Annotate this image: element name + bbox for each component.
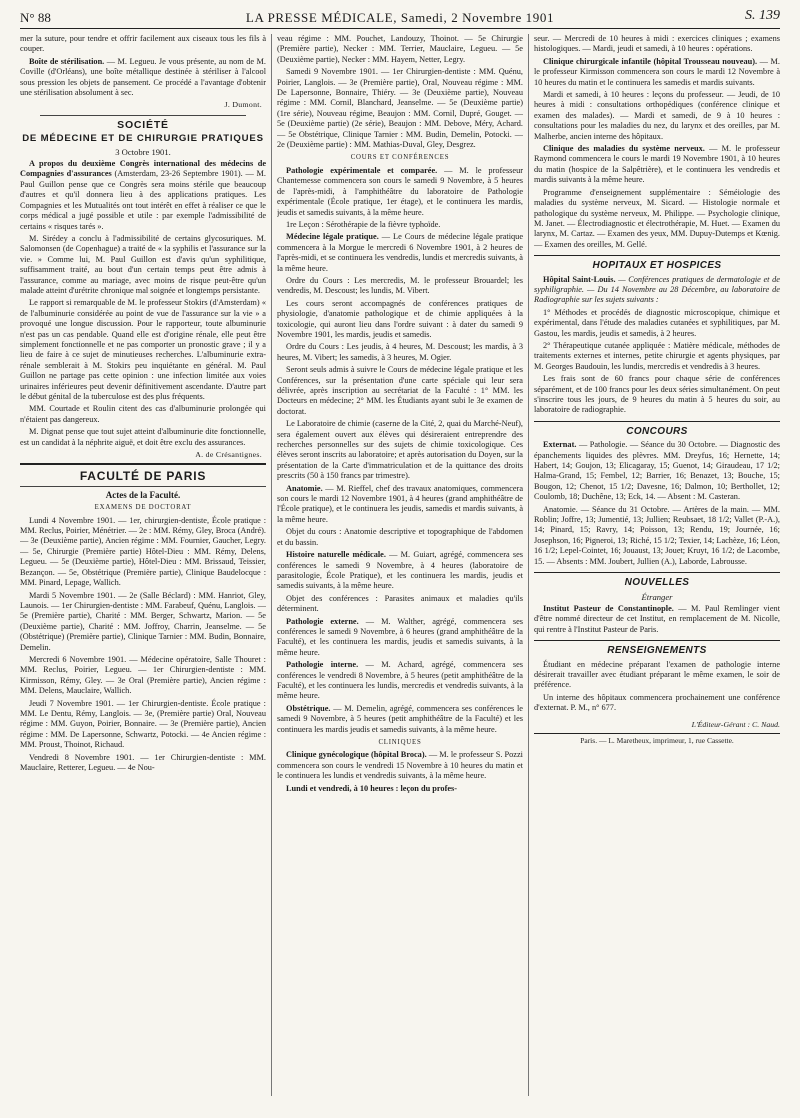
column-rule <box>528 34 529 1096</box>
section-title: CONCOURS <box>626 425 688 437</box>
column-1 <box>20 34 266 1096</box>
paragraph: M. Sirédey a conclu à l'admissibilité de certains glycosuriques. M. Salomonsen (de Copenhague) a traité de « la syphilis et l'assurance sur la vie. » Comme lui, M. Paul Guillon est d'avis qu'un syphilitique, suffisamment traité, au bout d'un certain temps peut être admis à l'assurance, comme au mariage, avec moins de risque peut-être qu'un malade atteint d'urétrite chronique mal soignée et longtemps persistante. <box>20 233 266 295</box>
paragraph: Jeudi 7 Novembre 1901. — 1er Chirurgien-dentiste. École pratique : MM. Le Dentu, Rémy, Langlois. — 3e, (Première partie) Oral, Nouveau régime : MM. Guyon, Poirier, Bonnaire. — 3e (Première partie), Ancien régime : MM. De Lapersonne, Schwartz, Potocki. — 4e Ancien régime : MM. Proust, Thoinot, Richaud. <box>20 698 266 750</box>
paragraph: A propos du deuxième Congrès international des médecins de Compagnies d'assurances (Amsterdam, 23-26 Septembre 1901). — M. Paul Guillon pense que ce Congrès sera moins stérile que beaucoup d'autres et qu'il donnera lieu à des applications pratiques. Les Compagnies et les Mutualités ont tout intérêt en effet à réaliser ce que le corps médical a jugé possible et utile : par exemple l'admissibilité de certains « risques tarés ». <box>20 159 266 231</box>
paragraph: mer la suture, pour tendre et offrir facilement aux ciseaux tous les fils à couper. <box>20 34 266 54</box>
paragraph: M. Dignat pense que tout sujet atteint d'albuminurie dite fonctionnelle, est un candidat à la néphrite aiguë, et doit être exclu des assurances. <box>20 427 266 447</box>
paragraph: Ordre du Cours : Les mercredis, M. le professeur Brouardel; les vendredis, M. Descoust; les lundis, M. Vibert. <box>277 275 523 296</box>
section-subtitle: Actes de la Faculté. <box>105 489 181 500</box>
section-title: DE MÉDECINE ET DE CHIRURGIE PRATIQUES <box>22 133 264 145</box>
divider <box>40 115 246 116</box>
paragraph: 1° Méthodes et procédés de diagnostic microscopique, chimique et expérimental, dans l'étude des maladies cutanées et syphilitiques, par M. Gastou, les mardis, jeudis et samedis, à 2 heures. <box>534 307 780 338</box>
divider <box>534 640 780 641</box>
paragraph: Ordre du Cours : Les jeudis, à 4 heures, M. Descoust; les mardis, à 3 heures, M. Vibert; les samedis, à 3 heures, M. Ogier. <box>277 342 523 362</box>
paragraph: Médecine légale pratique. — Le Cours de médecine légale pratique commencera à la Morgue le mercredi 6 Novembre 1901, à 2 heures de l'après-midi, et se continuera les vendredis, lundis et mercredis suivants, à la même heure. <box>277 232 523 273</box>
paragraph: Mardi 5 Novembre 1901. — 2e (Salle Béclard) : MM. Hanriot, Gley, Launois. — 1er Chirurgien-dentiste : MM. Farabeuf, Quénu, Langlois. — 5e (Première partie), Charité : MM. Berger, Schwartz, Marion. — 5e (Deuxième partie), Charité : MM. Joffroy, Charrin, Jeanselme. — 5e (Obstétrique) (Première partie), Clinique Tarnier : MM. Budin, Bonnaire, Demelin. <box>20 590 266 652</box>
section-title: HOPITAUX ET HOSPICES <box>592 260 722 272</box>
paragraph: Les cours seront accompagnés de conférences pratiques de physiologie, d'anatomie pathologique et de chimie appliquées à la toxicologie, qui auront lieu dans l'ordre suivant : à dater du samedi 9 Novembre 1901, les mardis, jeudis et samedis. <box>277 298 523 339</box>
printer-line: Paris. — L. Maretheux, imprimeur, 1, rue Cassette. <box>534 733 780 746</box>
paragraph: Clinique des maladies du système nerveux. — M. le professeur Raymond commencera le cours le mardi 19 Novembre 1901, à 10 heures du matin (hospice de la Salpêtrière), et le continuera les vendredis et mardis suivants à la même heure. <box>534 144 780 185</box>
divider <box>534 572 780 573</box>
paragraph-heading: Boîte de stérilisation. <box>29 56 105 66</box>
section-subtitle: Étranger <box>641 591 673 602</box>
section-subtitle: CLINIQUES <box>378 739 422 746</box>
section-title: SOCIÉTÉ <box>117 118 169 131</box>
paragraph: 2° Thérapeutique cutanée appliquée : Matière médicale, méthodes de traitements externes et internes, petite chirurgie et agents physiques, par M. Georges Baudouin, les lundis, mercredis et vendredis à 3 heures. <box>534 340 780 371</box>
paragraph: Le Laboratoire de chimie (caserne de la Cité, 2, quai du Marché-Neuf), sera également ouvert aux élèves qui désireraient entreprendre des recherches personnelles sur des sujets de chimie toxicologique. Ces élèves seront inscrits au laboratoire; et après autorisation du Doyen, sur la présentation de la Carte d'immatriculation et de la quittance des droits prescrits (50 à 150 francs par trimestre). <box>277 419 523 481</box>
section-title: NOUVELLES <box>624 577 690 589</box>
section-title: FACULTÉ DE PARIS <box>79 469 207 484</box>
paragraph: Samedi 9 Novembre 1901. — 1er Chirurgien-dentiste : MM. Quénu, Poirier, Langlois. — 3e (Première partie), Oral, Nouveau régime : MM. De Lapersonne, Bonnaire, Thiéry. — 3e (Deuxième partie), Nouveau régime : MM. Cornil, Blanchard, Jeanselme. — 5e (Deuxième partie) (1re série), Nouveau régime, Beaujon : MM. Cornil, Dupré, Gouget. — 5e (Deuxième partie) (2e série), Beaujon : MM. Debove, Méry, Achard. — 5e Obstétrique, Clinique Tarnier : MM. Budin, Demelin, Potocki. — 2e (Deuxième partie) : MM. Mathias-Duval, Gley, Desgrez. <box>277 67 523 150</box>
page-code: S. 139 <box>745 8 780 23</box>
paragraph: Clinique gynécologique (hôpital Broca). — M. le professeur S. Pozzi commencera son cours le vendredi 15 Novembre à 10 heures du matin et le continuera les lundis et vendredis suivants, à la même heure. <box>277 750 523 781</box>
paragraph: Pathologie externe. — M. Walther, agrégé, commencera ses conférences le samedi 9 Novembre, à 6 heures (grand amphithéâtre de la Faculté), et les continuera les mardis, jeudis et samedis suivants, à la même heure. <box>277 616 523 657</box>
paragraph: Pathologie expérimentale et comparée. — M. le professeur Chantemesse commencera son cours le samedi 9 Novembre, à 5 heures de l'après-midi, à l'amphithéâtre du laboratoire de Pathologie expérimentale (École pratique, 1er étage), et le continuera les mardis, jeudis et samedis suivants, à la même heure. <box>277 165 523 217</box>
paragraph: Objet des conférences : Parasites animaux et maladies qu'ils déterminent. <box>277 593 523 614</box>
paragraph: Les frais sont de 60 francs pour chaque série de conférences séparément, et de 100 francs pour les deux séries simultanément. On peut s'inscrire tous les jours, de 9 heures du matin à 5 heures du soir, au laboratoire de radiographie. <box>534 374 780 415</box>
issue-number: N° 88 <box>20 10 51 25</box>
paragraph: Le rapport si remarquable de M. le professeur Stokirs (d'Amsterdam) « de l'albuminurie considérée au point de vue de l'assurance sur la vie » a provoqué une longue discussion. Pour le rapporteur, toute albuminurie n'est pas un cas pendable. Quand elle est d'origine rénale, elle peut être simplement fonctionnelle et ne pas comporter un pronostic grave ; il y a lieu de faire à ce sujet de minutieuses recherches. L'albuminurie extra-rénale semblerait à M. Stokirs peu inquiétante en général. M. Paul Guillon ne partage pas cette opinion : une infection limitée aux voies urinaires inférieures peut devenir définitivement ascendante. D'autre part le début génital de la tuberculose est des plus fréquents. <box>20 298 266 401</box>
paragraph: Clinique chirurgicale infantile (hôpital Trousseau nouveau). — M. le professeur Kirmisson commencera son cours le mardi 12 Novembre à 10 heures du matin et le continuera les samedis et mardis suivants. <box>534 56 780 87</box>
newspaper-title: LA PRESSE MÉDICALE, Samedi, 2 Novembre 1901 <box>245 10 555 25</box>
paragraph: Pathologie interne. — M. Achard, agrégé, commencera ses conférences le vendredi 8 Novembre, à 5 heures (petit amphithéâtre de la Faculté), et les continuera les lundis, mercredis et vendredis suivants, à la même heure. <box>277 660 523 701</box>
paragraph: Histoire naturelle médicale. — M. Guiart, agrégé, commencera ses conférences le samedi 9 Novembre, à 4 heures (laboratoire de parasitologie, École Pratique), et les continuera les mardis, jeudis et samedis suivants, à la même heure. <box>277 550 523 591</box>
paragraph: Mardi et samedi, à 10 heures : leçons du professeur. — Jeudi, de 10 heures à midi : consultations orthopédiques (conférence clinique et examen des malades). — Mardi et samedi, de 9 à 10 heures : consultations pour les maladies du nez, du larynx et des oreilles, par M. Malherbe, ancien interne des hôpitaux. <box>534 90 780 141</box>
masthead <box>20 8 780 29</box>
paragraph: Institut Pasteur de Constantinople. — M. Paul Remlinger vient d'être nommé directeur de cet Institut, en remplacement de M. Nicolle, qui rentre à l'Institut Pasteur de Paris. <box>534 603 780 634</box>
paragraph: MM. Courtade et Roulin citent des cas d'albuminurie prolongée qui n'étaient pas dangereux. <box>20 404 266 424</box>
section-subtitle: COURS ET CONFÉRENCES <box>350 154 450 162</box>
paragraph: Vendredi 8 Novembre 1901. — 1er Chirurgien-dentiste : MM. Mauclaire, Retterer, Legueu. — 4e Nou- <box>20 752 266 772</box>
paragraph: Obstétrique. — M. Demelin, agrégé, commencera ses conférences le samedi 9 Novembre, à 5 heures (petit amphithéâtre de la Faculté) et les continuera les mardis jeudis et samedis suivants, à la même heure. <box>277 703 523 734</box>
paragraph: Objet du cours : Anatomie descriptive et topographique de l'abdomen et du bassin. <box>277 527 523 547</box>
paragraph: Lundi et vendredi, à 10 heures : leçon du profes- <box>286 783 458 793</box>
paragraph: Boîte de stérilisation. — M. Legueu. Je vous présente, au nom de M. Coville (d'Orléans), une boîte métallique destinée à stériliser à l'alcool sous pression les objets de pansement. Ce procédé a l'avantage d'obtenir une stérilisation absolument à sec. <box>20 56 266 98</box>
paragraph: veau régime : MM. Pouchet, Landouzy, Thoinot. — 5e Chirurgie (Première partie), Necker : MM. Terrier, Mauclaire, Legueu. — 5e (Deuxième partie), Necker : MM. Hayem, Netter, Legry. <box>277 34 523 64</box>
column-2 <box>277 34 523 1096</box>
column-rule <box>271 34 272 1096</box>
section-date: 3 Octobre 1901. <box>115 146 171 157</box>
column-3 <box>534 34 780 1096</box>
columns <box>20 34 780 1096</box>
section-title: RENSEIGNEMENTS <box>607 645 707 657</box>
faculty-header <box>20 463 266 486</box>
paragraph: Hôpital Saint-Louis. — Conférences pratiques de dermatologie et de syphiligraphie. — Du 14 Novembre au 28 Décembre, au laboratoire de Radiographie sur les sujets suivants : <box>534 274 780 305</box>
paragraph: Externat. — Pathologie. — Séance du 30 Octobre. — Diagnostic des épanchements liquides des plèvres. MM. Dreyfus, 16; Hernette, 14; Habert, 14; Goujon, 13; Elicagaray, 15; Guenot, 14; Giraudeau, 17 1/2; Halma-Grand, 15; Fembel, 12; Barrier, 16; Benazet, 13; Bouche, 15; Bougon, 12; Chenot, 15 1/2; Davesne, 16; Dalmon, 10; Berthollet, 12; Coulomb, 18; Duchêne, 13; Eck, 14. — Absent : M. Casteran. <box>534 440 780 502</box>
paragraph: Lundi 4 Novembre 1901. — 1er, chirurgien-dentiste, École pratique : MM. Reclus, Poirier, Ménétrier. — 2e : MM. Rémy, Gley, Broca (André). — 3e (Deuxième partie), Ancien régime : MM. Fournier, Gaucher, Legry. — 5e, Chirurgie (Première partie) Hôtel-Dieu : MM. Rémy, Delens, Legueu. — 5e (Deuxième partie), Hôtel-Dieu : MM. Brissaud, Teissier, Bezançon. — 5e, Obstétrique (Première partie), Clinique Baudelocque : MM. Pinard, Lepage, Wallich. <box>20 515 266 588</box>
paragraph: 1re Leçon : Sérothérapie de la fièvre typhoïde. <box>286 219 441 229</box>
divider <box>534 421 780 422</box>
newspaper-page <box>12 0 788 1104</box>
paragraph: Étudiant en médecine préparant l'examen de pathologie interne désirerait travailler avec étudiant préparant le même examen, le soir de préférence. <box>534 659 780 690</box>
section-subtitle: EXAMENS DE DOCTORAT <box>94 504 192 512</box>
paragraph: Anatomie. — Séance du 31 Octobre. — Artères de la main. — MM. Roblin; Joffre, 13; Jumentié, 13; Jullien; Reubsaet, 18 1/2; Vallet (P.-A.), 14; Pinard, 15; Ravry, 14; Poisson, 13; Rendu, 19; Journée, 16; Josephson, 16; Pigneroi, 13; Riché, 15 1/2; Texier, 14; Lachèze, 16; Léon, 16 1/2; Lepel-Cointet, 16; Jouaust, 13; Jouet; Kruyt, 16 1/2; de Lacombe, 15. — Absents : MM. Joubert, Jullien (A.), Laborde, Labrousse. <box>534 504 780 566</box>
paragraph: Mercredi 6 Novembre 1901. — Médecine opératoire, Salle Thouret : MM. Reclus, Poirier, Legueu. — 1er Chirurgien-dentiste : MM. Kirmisson, Rémy, Gley. — 3e Oral (Première partie), Ancien régime : MM. Delens, Mauclaire, Wallich. <box>20 654 266 696</box>
paragraph: Seront seuls admis à suivre le Cours de médecine légale pratique et les Conférences, sur la présentation d'une carte spéciale qui leur sera délivrée, après inscription au secrétariat de la Faculté : 1° MM. les Docteurs en médecine; 2° MM. les Étudiants ayant subi le 3e examen de doctorat. <box>277 365 523 416</box>
paragraph: Programme d'enseignement supplémentaire : Séméiologie des maladies du système nerveux, M. Sicard. — Histologie normale et pathologique du système nerveux, M. Philippe. — Psychologie clinique, M. Janet. — Électrodiagnostic et électrothérapie, M. Huet. — Examen du larynx, M. Cartaz. — Examen des yeux, MM. Dupuy-Dutemps et Kœnig. — Examen des oreilles, M. Gellé. <box>534 187 780 249</box>
signature: A. de Crésantignes. <box>195 450 262 460</box>
divider <box>534 255 780 256</box>
paragraph: seur. — Mercredi de 10 heures à midi : exercices cliniques ; examens histologiques. — Mardi, jeudi et samedi, à 10 heures : opérations. <box>534 34 780 54</box>
signature: J. Dumont. <box>224 100 262 110</box>
publisher-line: L'Éditeur-Gérant : C. Naud. <box>691 719 780 729</box>
paragraph: Un interne des hôpitaux commencera prochainement une conférence d'externat. P. M., n° 677. <box>534 692 780 713</box>
paragraph: Anatomie. — M. Rieffel, chef des travaux anatomiques, commencera son cours le mardi 12 Novembre 1901, à 4 heures (grand amphithéâtre de l'École pratique), et le continuera les jeudis, samedis et mardis suivants, à la même heure. <box>277 483 523 524</box>
